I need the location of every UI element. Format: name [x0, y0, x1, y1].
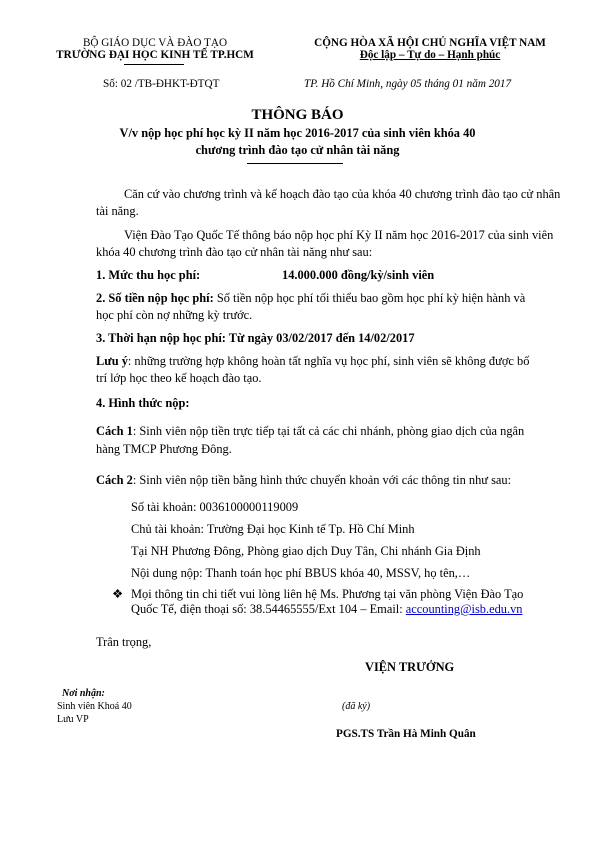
- contact-bullet-icon: ❖: [112, 587, 124, 601]
- method1-label: Cách 1: [96, 424, 133, 438]
- method1-text: : Sinh viên nộp tiền trực tiếp tại tất cả các chi nhánh, phòng giao dịch của ngân: [132, 424, 525, 438]
- closing-text: Trân trọng,: [96, 635, 152, 649]
- recipient-item: Sinh viên Khoá 40: [57, 701, 132, 712]
- nation-name: CỘNG HÒA XÃ HỘI CHỦ NGHĨA VIỆT NAM: [314, 37, 546, 49]
- header-left-divider: [124, 64, 184, 65]
- title-divider: [247, 163, 343, 164]
- payment-content: Nội dung nộp: Thanh toán học phí BBUS khóa 40, MSSV, họ tên,…: [131, 566, 471, 580]
- document-subject-line-2: chương trình đào tạo cử nhân tài năng: [195, 143, 400, 157]
- para2-line1: Viện Đào Tạo Quốc Tế thông báo nộp học phí Kỳ II năm học 2016-2017 của sinh viên: [124, 228, 554, 242]
- payment-amount-text: Số tiền nộp học phí tối thiểu bao gồm học phí kỳ hiện hành và: [213, 291, 526, 305]
- bank-account-number: Số tài khoản: 0036100000119009: [131, 500, 299, 514]
- para1-line2: tài năng.: [96, 204, 139, 218]
- method2-text: : Sinh viên nộp tiền bằng hình thức chuyển khoản với các thông tin như sau:: [132, 473, 512, 487]
- para2-line2: khóa 40 chương trình đào tạo cử nhân tài năng như sau:: [96, 245, 373, 259]
- university-name: TRƯỜNG ĐẠI HỌC KINH TẾ TP.HCM: [56, 49, 254, 61]
- payment-amount-line2: học phí còn nợ những kỳ trước.: [96, 308, 253, 322]
- payment-methods-heading: 4. Hình thức nộp:: [96, 396, 190, 410]
- method2-line: [96, 472, 511, 488]
- bank-account-holder: Chủ tài khoản: Trường Đại học Kinh tế Tp. Hồ Chí Minh: [131, 522, 415, 536]
- payment-amount-label: 2. Số tiền nộp học phí:: [96, 291, 214, 305]
- document-title: THÔNG BÁO: [251, 107, 344, 123]
- note-line2: trí lớp học theo kế hoạch đào tạo.: [96, 371, 262, 385]
- national-motto: Độc lập – Tự do – Hạnh phúc: [359, 49, 501, 61]
- recipient-item: Lưu VP: [57, 714, 89, 725]
- bank-branch: Tại NH Phương Đông, Phòng giao dịch Duy Tân, Chi nhánh Gia Định: [131, 544, 481, 558]
- method1-line1: [96, 423, 524, 439]
- signer-name: PGS.TS Trần Hà Minh Quân: [336, 728, 476, 740]
- recipients-label: Nơi nhận:: [62, 688, 105, 699]
- contact-line1: Mọi thông tin chi tiết vui lòng liên hệ Ms. Phương tại văn phòng Viện Đào Tạo: [131, 587, 524, 601]
- document-subject-line-1: V/v nộp học phí học kỳ II năm học 2016-2017 của sinh viên khóa 40: [119, 126, 476, 140]
- note-label: Lưu ý: [96, 354, 128, 368]
- contact-email-link[interactable]: accounting@isb.edu.vn: [405, 602, 523, 616]
- tuition-amount: 14.000.000 đồng/kỳ/sinh viên: [282, 268, 435, 282]
- ministry-name: BỘ GIÁO DỤC VÀ ĐÀO TẠO: [82, 37, 228, 49]
- contact-line2: [131, 601, 522, 617]
- signed-note: (đã ký): [342, 701, 371, 712]
- tuition-label: 1. Mức thu học phí:: [96, 268, 201, 282]
- signer-title: VIỆN TRƯỞNG: [365, 660, 455, 674]
- note-text: : những trường hợp không hoàn tất nghĩa vụ học phí, sinh viên sẽ không được bố: [127, 354, 530, 368]
- method2-label: Cách 2: [96, 473, 133, 487]
- payment-amount-line1: [96, 290, 525, 306]
- note-line1: [96, 353, 529, 369]
- method1-line2: hàng TMCP Phương Đông.: [96, 442, 232, 456]
- document-number: Số: 02 /TB-ĐHKT-ĐTQT: [103, 78, 220, 90]
- payment-deadline: 3. Thời hạn nộp học phí: Từ ngày 03/02/2017 đến 14/02/2017: [96, 331, 415, 345]
- contact-phone-text: Quốc Tế, điện thoại số: 38.54465555/Ext 104 – Email:: [131, 602, 406, 616]
- place-date: TP. Hồ Chí Minh, ngày 05 tháng 01 năm 2017: [304, 78, 512, 90]
- para1-line1: Căn cứ vào chương trình và kế hoạch đào tạo của khóa 40 chương trình đào tạo cử nhân: [124, 187, 561, 201]
